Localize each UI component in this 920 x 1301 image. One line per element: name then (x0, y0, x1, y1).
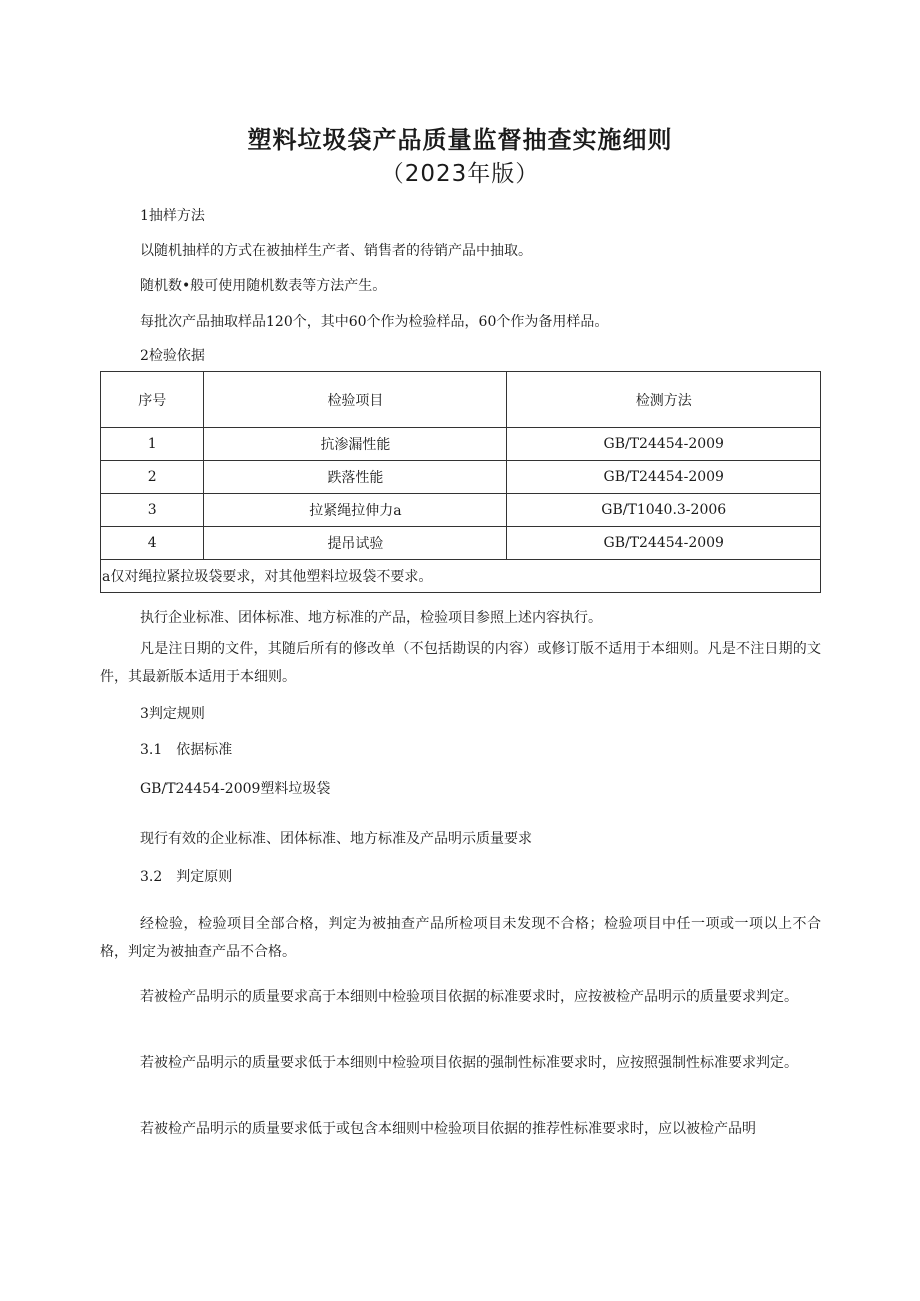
section2-para2: 凡是注日期的文件，其随后所有的修改单（不包括勘误的内容）或修订版不适用于本细则。凡是不注日期的文件，其最新版本适用于本细则。 (100, 641, 821, 685)
table-cell-method: GB/T24454-2009 (507, 527, 821, 560)
table-row (101, 428, 821, 461)
section1-para3: 每批次产品抽取样品120个，其中60个作为检验样品，60个作为备用样品。 (140, 314, 609, 330)
section1-heading: 1抽样方法 (140, 208, 205, 224)
table-cell-method: GB/T24454-2009 (507, 428, 821, 461)
inspection-table (100, 371, 821, 593)
table-cell-item: 跌落性能 (204, 461, 507, 494)
table-cell-item: 拉紧绳拉伸力a (204, 494, 507, 527)
table-header-row (101, 372, 821, 428)
table-cell-method: GB/T24454-2009 (507, 461, 821, 494)
table-row (101, 494, 821, 527)
section3-sub2-heading: 3.2 判定原则 (140, 869, 233, 885)
section3-sub1-line2: 现行有效的企业标准、团体标准、地方标准及产品明示质量要求 (140, 831, 532, 847)
table-cell-item: 抗渗漏性能 (204, 428, 507, 461)
section2-heading: 2检验依据 (140, 348, 205, 364)
table-cell-no: 4 (101, 527, 204, 560)
table-header-no: 序号 (101, 372, 204, 428)
table-note-row (101, 560, 821, 593)
table-cell-item: 提吊试验 (204, 527, 507, 560)
section3-sub2-para2: 若被检产品明示的质量要求高于本细则中检验项目依据的标准要求时，应按被检产品明示的质量要求判定。 (140, 989, 798, 1005)
section3-sub2-para3: 若被检产品明示的质量要求低于本细则中检验项目依据的强制性标准要求时，应按照强制性标准要求判定。 (140, 1055, 798, 1071)
table-row (101, 527, 821, 560)
section3-heading: 3判定规则 (140, 706, 205, 722)
table-header-item: 检验项目 (204, 372, 507, 428)
table-row (101, 461, 821, 494)
section3-sub1-heading: 3.1 依据标准 (140, 742, 233, 758)
section2-para1: 执行企业标准、团体标准、地方标准的产品，检验项目参照上述内容执行。 (140, 610, 602, 626)
table-header-method: 检测方法 (507, 372, 821, 428)
table-cell-no: 2 (101, 461, 204, 494)
section3-sub2-para4: 若被检产品明示的质量要求低于或包含本细则中检验项目依据的推荐性标准要求时，应以被检产品明 (140, 1121, 756, 1137)
table-note: a仅对绳拉紧拉圾袋要求，对其他塑料垃圾袋不要求。 (101, 560, 821, 593)
section3-sub1-line1: GB/T24454-2009塑料垃圾袋 (140, 781, 331, 797)
document-title: 塑料垃圾袋产品质量监督抽查实施细则 (247, 126, 673, 154)
section1-para1: 以随机抽样的方式在被抽样生产者、销售者的待销产品中抽取。 (140, 243, 532, 259)
section3-sub2-para1: 经检验，检验项目全部合格，判定为被抽查产品所检项目未发现不合格；检验项目中任一项或一项以上不合格，判定为被抽查产品不合格。 (100, 916, 821, 960)
table-cell-no: 1 (101, 428, 204, 461)
document-subtitle: （2023年版） (380, 161, 540, 187)
section1-para2: 随机数•般可使用随机数表等方法产生。 (140, 278, 387, 294)
table-cell-no: 3 (101, 494, 204, 527)
table-cell-method: GB/T1040.3-2006 (507, 494, 821, 527)
